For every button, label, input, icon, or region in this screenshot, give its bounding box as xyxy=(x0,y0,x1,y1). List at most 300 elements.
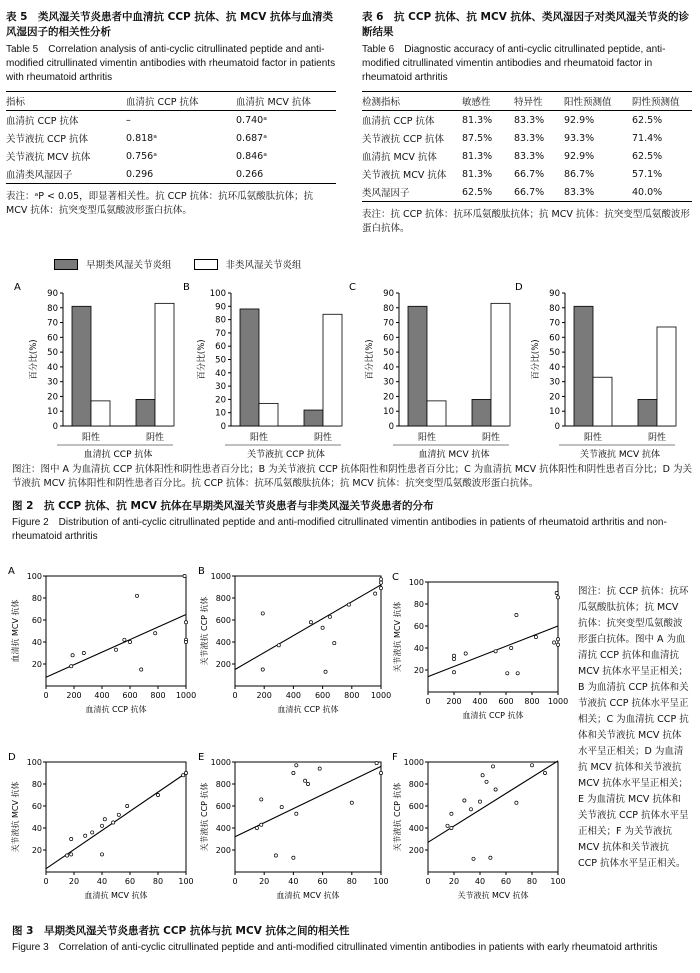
table-row xyxy=(362,147,692,165)
table-cell: 83.3% xyxy=(514,150,545,162)
y-tick-label: 0 xyxy=(388,422,394,432)
data-point xyxy=(494,788,497,791)
table-cell: 0.756ᵃ xyxy=(126,150,157,162)
table-cell: 0.846ᵃ xyxy=(236,150,267,162)
table-cell: 81.3% xyxy=(462,114,493,126)
data-point xyxy=(114,648,117,651)
x-axis-label: 关节液抗 MCV 抗体 xyxy=(457,891,529,900)
bar xyxy=(638,399,657,426)
x-tick-label: 20 xyxy=(448,877,460,886)
data-point xyxy=(530,764,533,767)
data-point xyxy=(450,812,453,815)
y-axis-label: 百分比(%) xyxy=(29,339,39,380)
data-point xyxy=(135,594,138,597)
data-point xyxy=(494,650,497,653)
figure3-caption-cn: 图 3 早期类风湿关节炎患者抗 CCP 抗体与抗 MCV 抗体之间的相关性 xyxy=(12,925,350,937)
data-point xyxy=(184,640,187,643)
y-tick-label: 600 xyxy=(215,802,231,811)
x-tick-label: 0 xyxy=(425,877,431,886)
data-point xyxy=(303,779,306,782)
y-tick-label: 400 xyxy=(215,638,231,647)
data-point xyxy=(255,826,258,829)
data-point xyxy=(516,672,519,675)
data-point xyxy=(375,762,378,765)
data-point xyxy=(154,632,157,635)
x-tick-label: 100 xyxy=(550,877,566,886)
y-tick-label: 100 xyxy=(209,289,226,299)
bar xyxy=(136,399,155,426)
table-cell: 血清抗 CCP 抗体 xyxy=(6,116,79,127)
x-tick-label: 40 xyxy=(474,877,486,886)
table5-header-cell: 血清抗 MCV 抗体 xyxy=(236,92,336,111)
table-row xyxy=(362,183,692,202)
y-tick-label: 50 xyxy=(215,355,226,366)
y-tick-label: 1000 xyxy=(403,758,424,767)
bar xyxy=(304,410,323,426)
bar xyxy=(240,309,259,426)
panel-label: A xyxy=(8,566,15,577)
bar xyxy=(72,306,91,426)
data-point xyxy=(112,821,115,824)
y-tick-label: 800 xyxy=(215,780,231,789)
y-axis-label: 关节液抗 MCV 抗体 xyxy=(11,781,20,853)
table-cell: 关节液抗 MCV 抗体 xyxy=(362,170,447,181)
data-point xyxy=(543,771,546,774)
y-axis-label: 百分比(%) xyxy=(365,339,375,380)
data-point xyxy=(556,596,559,599)
table6-header-cell: 阳性预测值 xyxy=(564,92,632,111)
x-tick-label: 80 xyxy=(152,877,164,886)
y-tick-label: 20 xyxy=(549,392,560,403)
x-tick-label: 40 xyxy=(96,877,108,886)
x-axis-label: 关节液抗 MCV 抗体 xyxy=(580,450,660,458)
panel-label: D xyxy=(515,282,523,293)
x-tick-label: 800 xyxy=(344,691,360,700)
y-tick-label: 70 xyxy=(549,318,560,329)
bar xyxy=(259,403,278,426)
y-tick-label: 80 xyxy=(413,600,424,609)
y-tick-label: 1000 xyxy=(210,572,231,581)
table-cell: 0.296 xyxy=(126,165,236,184)
y-tick-label: 80 xyxy=(549,303,560,314)
data-point xyxy=(463,799,466,802)
bar xyxy=(657,327,676,426)
fit-line xyxy=(235,585,381,670)
table5-header-row xyxy=(6,92,336,111)
bar xyxy=(408,306,427,426)
data-point xyxy=(446,824,449,827)
bar xyxy=(593,377,612,426)
data-point xyxy=(183,574,186,577)
data-point xyxy=(347,603,350,606)
fit-line xyxy=(428,761,558,842)
figure2-caption-cn: 图 2 抗 CCP 抗体、抗 MCV 抗体在早期类风湿关节炎患者与非类风湿关节炎患者的分布 xyxy=(12,500,434,512)
data-point xyxy=(100,824,103,827)
x-tick-label: 0 xyxy=(232,877,238,886)
y-tick-label: 20 xyxy=(31,846,42,855)
data-point xyxy=(491,765,494,768)
y-tick-label: 10 xyxy=(549,407,560,418)
data-point xyxy=(379,587,382,590)
x-tick-label: 400 xyxy=(472,697,488,706)
table-row xyxy=(362,165,692,183)
y-tick-label: 800 xyxy=(215,594,231,603)
x-tick-label: 0 xyxy=(43,877,49,886)
y-tick-label: 70 xyxy=(47,318,58,329)
legend-swatch-early-ra xyxy=(54,259,78,270)
y-tick-label: 80 xyxy=(215,315,226,326)
data-point xyxy=(292,771,295,774)
data-point xyxy=(306,782,309,785)
legend-label: 早期类风湿关节炎组 xyxy=(86,260,172,271)
plot-frame xyxy=(235,576,381,686)
table-cell: 93.3% xyxy=(564,132,595,144)
y-tick-label: 60 xyxy=(549,333,560,344)
table6-title-en: Table 6 Diagnostic accuracy of anti-cyclic citrullinated peptide, anti-modified citrullinated vimentin antibodies and rheumatoid factor in rheumatoid arthritis xyxy=(362,44,666,83)
y-tick-label: 90 xyxy=(383,289,394,299)
y-tick-label: 0 xyxy=(220,422,226,432)
y-tick-label: 70 xyxy=(383,318,394,329)
y-tick-label: 60 xyxy=(47,333,58,344)
x-tick-label: 0 xyxy=(43,691,49,700)
y-tick-label: 70 xyxy=(215,328,226,339)
y-tick-label: 40 xyxy=(31,824,42,833)
bar xyxy=(323,314,342,426)
data-point xyxy=(464,652,467,655)
plot-frame xyxy=(428,582,558,692)
y-tick-label: 80 xyxy=(31,594,42,603)
panel-label: F xyxy=(392,752,398,763)
data-point xyxy=(309,621,312,624)
data-point xyxy=(506,672,509,675)
data-point xyxy=(292,856,295,859)
y-tick-label: 10 xyxy=(215,408,226,419)
x-axis-label: 血清抗 CCP 抗体 xyxy=(85,705,147,714)
y-tick-label: 10 xyxy=(47,407,58,418)
y-tick-label: 50 xyxy=(47,348,58,359)
figure2-caption-note: 图注：图中 A 为血清抗 CCP 抗体阳性和阴性患者百分比；B 为关节液抗 CCP 抗体阳性和阴性患者百分比；C 为血清抗 MCV 抗体阳性和阴性患者百分比；D 为关节液抗 MCV 抗体阳性和阴性患者百分比。抗 CCP 抗体：抗环瓜氨酸肽抗体；抗 MCV 抗体：抗突变型瓜氨酸波形蛋白抗体。 xyxy=(12,464,693,489)
data-point xyxy=(534,635,537,638)
y-axis-label: 关节液抗 CCP 抗体 xyxy=(200,596,209,666)
data-point xyxy=(515,801,518,804)
panel-label: B xyxy=(198,566,205,577)
y-tick-label: 0 xyxy=(52,422,58,432)
table-cell: 62.5% xyxy=(632,114,663,126)
y-tick-label: 90 xyxy=(47,289,58,299)
panel-label: C xyxy=(392,572,399,583)
table-cell: 66.7% xyxy=(514,168,545,180)
y-tick-label: 100 xyxy=(26,572,42,581)
x-tick-label: 1000 xyxy=(175,691,197,700)
table-cell: 81.3% xyxy=(462,150,493,162)
y-tick-label: 40 xyxy=(383,362,394,373)
figure3-side-note: 图注：抗 CCP 抗体：抗环瓜氨酸肽抗体；抗 MCV 抗体：抗突变型瓜氨酸波形蛋白抗体。图中 A 为血清抗 CCP 抗体和血清抗 MCV 抗体水平呈正相关；B 为血清抗 CCP 抗体和关节液抗 CCP 抗体水平呈正相关；C 为血清抗 CCP 抗体和关节液抗 MCV 抗体水平呈正相关；D 为血清抗 MCV 抗体和关节液抗 MCV 抗体水平呈正相关；E 为血清抗 MCV 抗体和关节液抗 CCP 抗体水平呈正相关；F 为关节液抗 MCV 抗体和关节液抗 CCP 抗体水平呈正相关。 xyxy=(578,586,689,869)
y-tick-label: 400 xyxy=(408,824,424,833)
data-point xyxy=(184,771,187,774)
data-point xyxy=(103,818,106,821)
table-cell: 血清抗 MCV 抗体 xyxy=(362,152,437,163)
y-tick-label: 10 xyxy=(383,407,394,418)
y-tick-label: 200 xyxy=(408,846,424,855)
table-cell: 62.5% xyxy=(462,183,514,202)
x-tick-label: 800 xyxy=(150,691,166,700)
x-tick-label: 60 xyxy=(500,877,512,886)
y-tick-label: 40 xyxy=(31,638,42,647)
plot-frame xyxy=(428,762,558,872)
data-point xyxy=(70,665,73,668)
panel-label: C xyxy=(349,282,356,293)
x-axis-label: 血清抗 CCP 抗体 xyxy=(462,711,524,720)
table-cell: 关节液抗 MCV 抗体 xyxy=(6,152,91,163)
data-point xyxy=(374,592,377,595)
x-tick-label: 100 xyxy=(178,877,194,886)
figure3-scatter-plots xyxy=(0,562,575,942)
y-tick-label: 60 xyxy=(31,616,42,625)
y-tick-label: 20 xyxy=(47,392,58,403)
x-category-label: 阴性 xyxy=(481,433,501,443)
data-point xyxy=(156,793,159,796)
x-category-label: 阳性 xyxy=(249,433,269,443)
data-point xyxy=(481,774,484,777)
table-row xyxy=(6,129,336,147)
data-point xyxy=(555,591,558,594)
bar xyxy=(155,303,174,426)
plot-frame xyxy=(235,762,381,872)
y-tick-label: 20 xyxy=(31,660,42,669)
data-point xyxy=(318,767,321,770)
data-point xyxy=(328,615,331,618)
y-tick-label: 80 xyxy=(31,780,42,789)
data-point xyxy=(277,644,280,647)
table-cell: 66.7% xyxy=(514,183,564,202)
table-cell: 83.3% xyxy=(514,114,545,126)
y-tick-label: 50 xyxy=(549,348,560,359)
y-tick-label: 100 xyxy=(408,578,424,587)
bar xyxy=(491,303,510,426)
panel-label: D xyxy=(8,752,16,763)
data-point xyxy=(321,626,324,629)
data-point xyxy=(261,612,264,615)
x-tick-label: 80 xyxy=(526,877,538,886)
bar xyxy=(472,399,491,426)
table-cell: – xyxy=(126,114,131,126)
data-point xyxy=(126,804,129,807)
table-cell: 86.7% xyxy=(564,168,595,180)
figure2-bar-charts xyxy=(0,278,700,458)
x-axis-label: 血清抗 MCV 抗体 xyxy=(418,450,490,458)
table-row xyxy=(6,111,336,130)
y-axis-label: 血清抗 MCV 抗体 xyxy=(11,599,20,663)
x-category-label: 阴性 xyxy=(313,433,333,443)
y-tick-label: 20 xyxy=(383,392,394,403)
table6-header-cell: 特异性 xyxy=(514,92,564,111)
y-tick-label: 0 xyxy=(554,422,560,432)
data-point xyxy=(82,651,85,654)
data-point xyxy=(70,837,73,840)
data-point xyxy=(260,798,263,801)
y-tick-label: 40 xyxy=(47,362,58,373)
data-point xyxy=(295,812,298,815)
y-tick-label: 60 xyxy=(413,622,424,631)
x-tick-label: 100 xyxy=(373,877,389,886)
table-cell: 92.9% xyxy=(564,150,595,162)
y-axis-label: 百分比(%) xyxy=(531,339,541,380)
table-cell: 81.3% xyxy=(462,168,493,180)
panel-label: B xyxy=(183,282,190,293)
x-tick-label: 60 xyxy=(124,877,136,886)
fit-line xyxy=(46,615,186,678)
table-cell: 83.3% xyxy=(514,132,545,144)
y-tick-label: 200 xyxy=(215,846,231,855)
table6-note: 表注：抗 CCP 抗体：抗环瓜氨酸肽抗体；抗 MCV 抗体：抗突变型瓜氨酸波形蛋白抗体。 xyxy=(362,209,690,234)
y-axis-label: 百分比(%) xyxy=(197,339,207,380)
panel-label: A xyxy=(14,282,21,293)
data-point xyxy=(485,780,488,783)
table-row xyxy=(6,147,336,165)
data-point xyxy=(379,771,382,774)
table5 xyxy=(6,91,336,184)
data-point xyxy=(71,654,74,657)
fit-line xyxy=(428,626,558,677)
table5-title-en: Table 5 Correlation analysis of anti-cyclic citrullinated peptide and anti-modified citrullinated vimentin antibodies with rheumatoid factor in patients with rheumatoid arthritis xyxy=(6,44,336,83)
table5-block xyxy=(6,10,336,218)
y-tick-label: 50 xyxy=(383,348,394,359)
data-point xyxy=(140,668,143,671)
table-cell: 40.0% xyxy=(632,183,692,202)
y-tick-label: 200 xyxy=(215,660,231,669)
figure2-legend xyxy=(54,257,302,271)
data-point xyxy=(452,671,455,674)
table-cell: 0.818ᵃ xyxy=(126,132,157,144)
data-point xyxy=(65,854,68,857)
panel-label: E xyxy=(198,752,205,763)
data-point xyxy=(184,621,187,624)
data-point xyxy=(452,654,455,657)
table-cell: 57.1% xyxy=(632,168,663,180)
x-tick-label: 600 xyxy=(314,691,331,700)
data-point xyxy=(261,668,264,671)
y-tick-label: 600 xyxy=(215,616,231,625)
x-tick-label: 200 xyxy=(256,691,272,700)
y-tick-label: 30 xyxy=(215,382,226,393)
y-tick-label: 100 xyxy=(26,758,42,767)
x-tick-label: 200 xyxy=(66,691,82,700)
data-point xyxy=(280,806,283,809)
table-cell: 血清抗 CCP 抗体 xyxy=(362,116,435,127)
legend-label: 非类风湿关节炎组 xyxy=(225,260,302,271)
y-tick-label: 40 xyxy=(413,644,424,653)
table-cell: 83.3% xyxy=(564,183,632,202)
x-category-label: 阳性 xyxy=(417,433,437,443)
data-point xyxy=(556,638,559,641)
figure2-caption-en: Figure 2 Distribution of anti-cyclic citrullinated peptide and anti-modified citrullinated vimentin antibodies in patients of rheumatoid arthritis and non-rheumatoid arthritis xyxy=(12,517,667,542)
y-axis-label: 关节液抗 CCP 抗体 xyxy=(393,782,402,852)
table-cell: 0.740ᵃ xyxy=(236,114,267,126)
y-tick-label: 30 xyxy=(383,377,394,388)
table-row xyxy=(6,165,336,184)
table6-header-row xyxy=(362,92,692,111)
data-point xyxy=(70,853,73,856)
data-point xyxy=(379,581,382,584)
data-point xyxy=(100,853,103,856)
data-point xyxy=(556,643,559,646)
x-tick-label: 0 xyxy=(232,691,238,700)
table-cell: 关节液抗 CCP 抗体 xyxy=(6,134,89,145)
data-point xyxy=(478,800,481,803)
x-tick-label: 600 xyxy=(122,691,138,700)
data-point xyxy=(123,638,126,641)
table-cell: 0.687ᵃ xyxy=(236,132,267,144)
x-category-label: 阴性 xyxy=(145,433,165,443)
x-category-label: 阳性 xyxy=(583,433,603,443)
x-tick-label: 60 xyxy=(317,877,328,886)
table6-header-cell: 敏感性 xyxy=(462,92,514,111)
data-point xyxy=(553,641,556,644)
table6-block xyxy=(362,10,692,236)
y-axis-label: 关节液抗 MCV 抗体 xyxy=(393,601,402,673)
x-tick-label: 20 xyxy=(68,877,80,886)
table5-header-cell: 血清抗 CCP 抗体 xyxy=(126,92,236,111)
y-tick-label: 90 xyxy=(549,289,560,299)
data-point xyxy=(379,578,382,581)
data-point xyxy=(274,854,277,857)
table-cell: 类风湿因子 xyxy=(362,183,462,202)
y-tick-label: 1000 xyxy=(210,758,231,767)
x-tick-label: 40 xyxy=(288,877,299,886)
table5-header-cell: 指标 xyxy=(6,92,126,111)
x-axis-label: 关节液抗 CCP 抗体 xyxy=(247,450,325,458)
y-tick-label: 40 xyxy=(215,368,226,379)
x-tick-label: 400 xyxy=(285,691,302,700)
x-tick-label: 600 xyxy=(498,697,514,706)
table-cell: 血清类风湿因子 xyxy=(6,165,126,184)
data-point xyxy=(84,834,87,837)
data-point xyxy=(350,801,353,804)
y-axis-label: 关节液抗 CCP 抗体 xyxy=(200,782,209,852)
legend-swatch-non-ra xyxy=(194,259,218,270)
data-point xyxy=(91,831,94,834)
y-tick-label: 800 xyxy=(408,780,424,789)
x-tick-label: 80 xyxy=(346,877,357,886)
table6-header-cell: 阴性预测值 xyxy=(632,92,692,111)
y-tick-label: 600 xyxy=(408,802,424,811)
x-tick-label: 200 xyxy=(446,697,462,706)
y-tick-label: 90 xyxy=(215,302,226,313)
data-point xyxy=(260,823,263,826)
x-axis-label: 血清抗 CCP 抗体 xyxy=(83,450,153,458)
table-cell: 0.266 xyxy=(236,165,336,184)
table-cell: 92.9% xyxy=(564,114,595,126)
data-point xyxy=(469,808,472,811)
table-row xyxy=(362,111,692,130)
x-tick-label: 0 xyxy=(425,697,431,706)
data-point xyxy=(128,640,131,643)
figure3-caption-en: Figure 3 Correlation of anti-cyclic citrullinated peptide and anti-modified citrullinated vimentin antibodies in patients with early rheumatoid arthritis xyxy=(12,942,658,953)
x-tick-label: 400 xyxy=(94,691,110,700)
y-tick-label: 30 xyxy=(47,377,58,388)
data-point xyxy=(324,670,327,673)
y-tick-label: 400 xyxy=(215,824,231,833)
x-category-label: 阴性 xyxy=(647,433,667,443)
data-point xyxy=(117,813,120,816)
data-point xyxy=(489,856,492,859)
table6-header-cell: 检测指标 xyxy=(362,92,462,111)
data-point xyxy=(515,613,518,616)
x-axis-label: 血清抗 MCV 抗体 xyxy=(276,891,340,900)
table-cell: 62.5% xyxy=(632,150,663,162)
y-tick-label: 30 xyxy=(549,377,560,388)
table-cell: 87.5% xyxy=(462,132,493,144)
